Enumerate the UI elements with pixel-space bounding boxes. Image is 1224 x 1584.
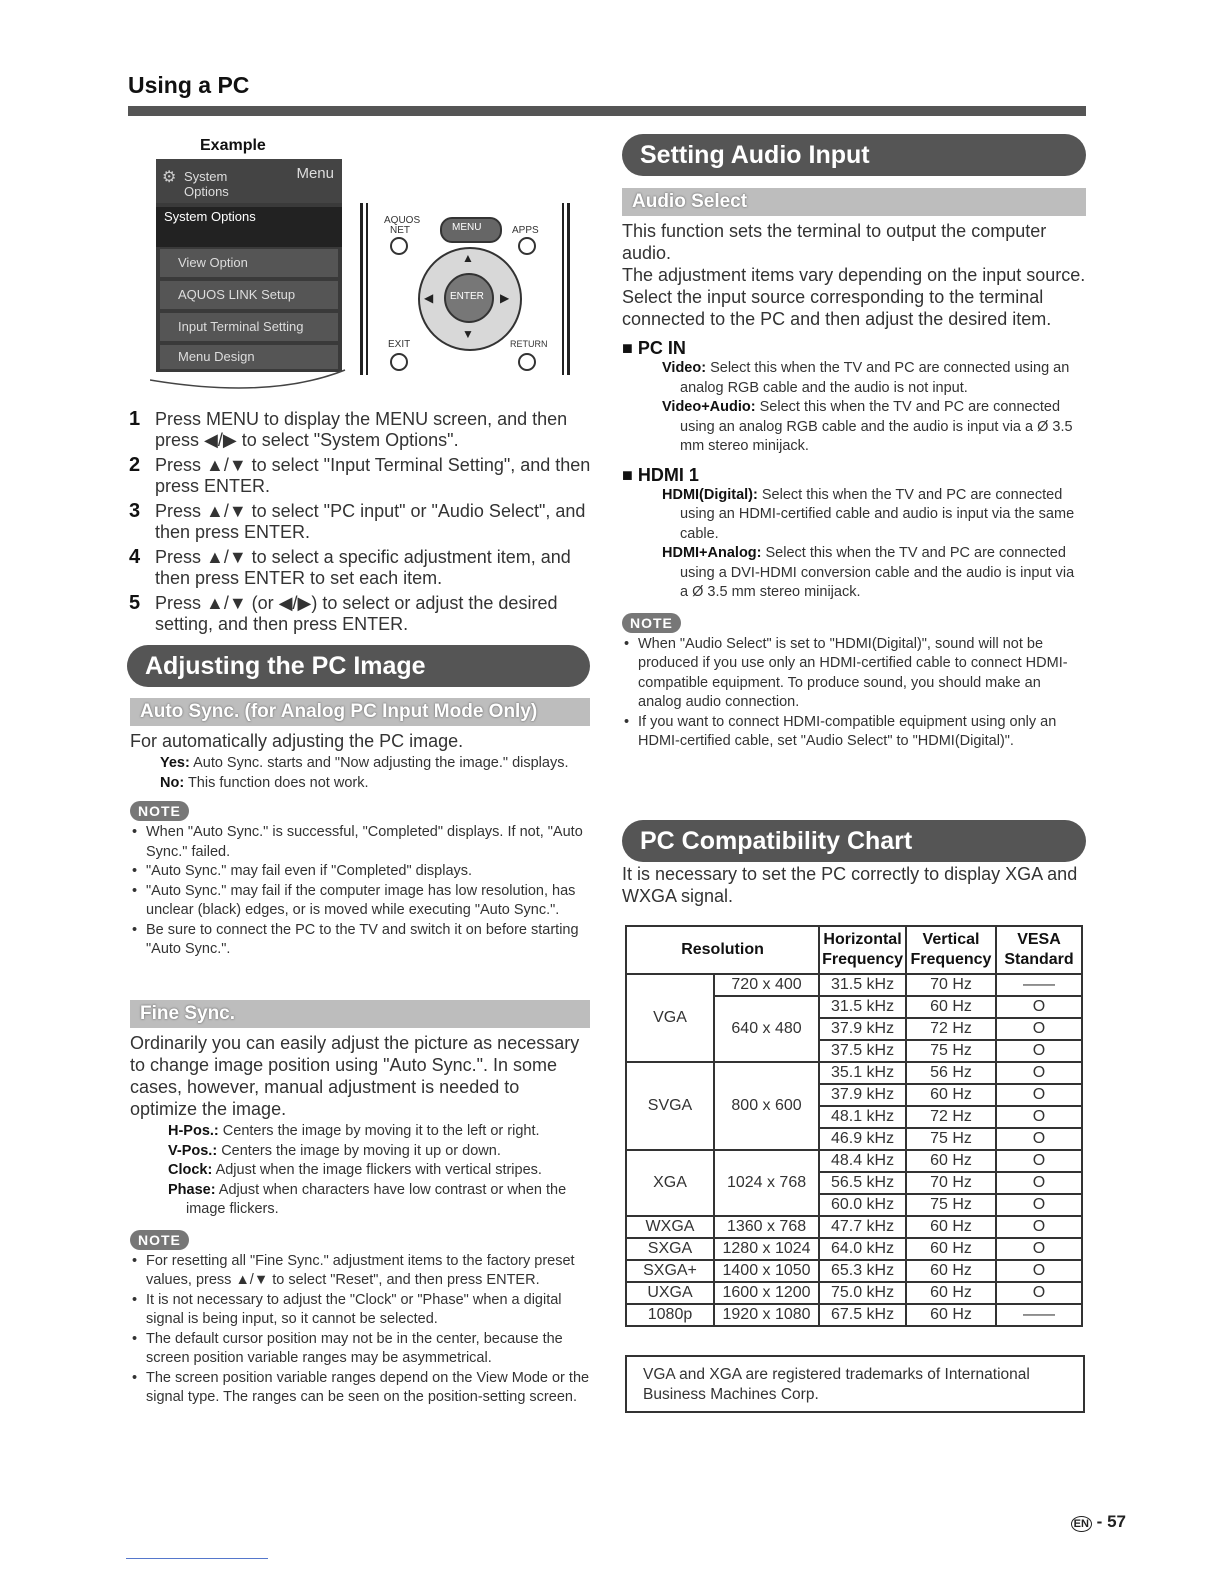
step-item: 5 Press ▲/▼ (or ◀/▶) to select or adjust the desired setting, and then press ENTER. bbox=[129, 592, 558, 634]
cell-hfreq: 46.9 kHz bbox=[819, 1128, 906, 1150]
cell-vesa: O bbox=[996, 1216, 1082, 1238]
table-row bbox=[626, 1216, 1082, 1238]
note-item: • "Auto Sync." may fail even if "Completed" displays. bbox=[130, 862, 590, 882]
note-item: • The default cursor position may not be in the center, because the screen position variable ranges may be asymmetrical. bbox=[130, 1330, 590, 1369]
remote-aquos-line1: AQUOS bbox=[384, 215, 421, 226]
remote-aquos-line2: NET bbox=[390, 225, 410, 236]
page-title: Using a PC bbox=[128, 72, 250, 98]
audio-notes bbox=[622, 635, 1086, 752]
cell-hfreq: 60.0 kHz bbox=[819, 1194, 906, 1216]
note-item: • Be sure to connect the PC to the TV and switch it on before starting "Auto Sync.". bbox=[130, 921, 590, 960]
finesync-section bbox=[130, 1032, 590, 1408]
cell-vesa: O bbox=[996, 1194, 1082, 1216]
cell-hfreq: 37.9 kHz bbox=[819, 1084, 906, 1106]
step-item: 4 Press ▲/▼ to select a specific adjustment item, and then press ENTER to set each item. bbox=[129, 546, 571, 588]
table-row bbox=[626, 1282, 1082, 1304]
note-item: • The screen position variable ranges depend on the View Mode or the signal type. The ranges can be seen on the position-setting screen. bbox=[130, 1369, 590, 1408]
enter-button-label: ENTER bbox=[450, 291, 484, 302]
cell-hfreq: 37.5 kHz bbox=[819, 1040, 906, 1062]
adjusting-heading: Adjusting the PC Image bbox=[127, 645, 590, 687]
exit-button[interactable] bbox=[390, 353, 408, 371]
finesync-item: Clock: Adjust when the image flickers with vertical stripes. bbox=[168, 1162, 542, 1178]
cell-vfreq: 60 Hz bbox=[906, 996, 996, 1018]
steps-list bbox=[129, 409, 591, 639]
note-item: • "Auto Sync." may fail if the computer image has low resolution, has unclear (black) edges, or is moved while executing "Auto Sync.". bbox=[130, 882, 590, 921]
cell-hfreq: 47.7 kHz bbox=[819, 1216, 906, 1238]
audio-intro1: This function sets the terminal to output the computer audio. bbox=[622, 221, 1047, 263]
cell-resolution: 1600 x 1200 bbox=[714, 1282, 819, 1304]
language-badge: EN bbox=[1071, 1516, 1092, 1532]
cell-name: SXGA+ bbox=[626, 1260, 714, 1282]
finesync-intro: Ordinarily you can easily adjust the picture as necessary to change image position using "Auto Sync.". In some cases, however, manual adjustment is needed to optimize the image. bbox=[130, 1033, 580, 1119]
finesync-heading: Fine Sync. bbox=[130, 1000, 590, 1028]
cell-vfreq: 60 Hz bbox=[906, 1150, 996, 1172]
cell-name: 1080p bbox=[626, 1304, 714, 1326]
apps-button[interactable] bbox=[518, 237, 536, 255]
note-badge: NOTE bbox=[130, 801, 189, 821]
cell-name: WXGA bbox=[626, 1216, 714, 1238]
menu-system-line1: System bbox=[184, 169, 228, 184]
cell-vesa: O bbox=[996, 1282, 1082, 1304]
cell-hfreq: 37.9 kHz bbox=[819, 1018, 906, 1040]
pcin-item: Video+Audio: Select this when the TV and PC are connected using an analog RGB cable and the audio is input via a Ø 3.5 mm stereo minijack. bbox=[662, 399, 1073, 454]
cell-vfreq: 60 Hz bbox=[906, 1260, 996, 1282]
menu-item-aquos-link[interactable]: AQUOS LINK Setup bbox=[160, 281, 338, 309]
cell-vesa: O bbox=[996, 1150, 1082, 1172]
cell-vesa: O bbox=[996, 1106, 1082, 1128]
audio-intro2: The adjustment items vary depending on the input source. Select the input source corresponding to the terminal connected to the PC and then adjust the desired item. bbox=[622, 265, 1086, 329]
cell-resolution: 1920 x 1080 bbox=[714, 1304, 819, 1326]
aquos-net-button[interactable] bbox=[390, 237, 408, 255]
cell-vfreq: 72 Hz bbox=[906, 1018, 996, 1040]
cell-vfreq: 56 Hz bbox=[906, 1062, 996, 1084]
down-arrow-icon: ▼ bbox=[462, 327, 474, 341]
cell-resolution: 1360 x 768 bbox=[714, 1216, 819, 1238]
page-number: EN - 57 bbox=[1071, 1512, 1126, 1532]
autosync-heading: Auto Sync. (for Analog PC Input Mode Only) bbox=[130, 698, 590, 726]
cell-hfreq: 56.5 kHz bbox=[819, 1172, 906, 1194]
square-bullet-icon: ■ bbox=[622, 464, 633, 485]
audio-heading: Setting Audio Input bbox=[622, 134, 1086, 176]
note-item: • If you want to connect HDMI-compatible equipment using only an HDMI-certified cable, set "Audio Select" to "HDMI(Digital)". bbox=[622, 713, 1086, 752]
header-resolution: Resolution bbox=[626, 926, 819, 974]
right-arrow-icon: ▶ bbox=[500, 291, 510, 305]
menu-item-system-options[interactable]: System Options bbox=[156, 207, 342, 247]
audio-section bbox=[622, 220, 1086, 752]
step-item: 1 Press MENU to display the MENU screen, and then press ◀/▶ to select "System Options". bbox=[129, 408, 568, 450]
cell-vfreq: 60 Hz bbox=[906, 1084, 996, 1106]
hdmi-item: HDMI(Digital): Select this when the TV and PC are connected using an HDMI-certified cable and audio is input via the same cable. bbox=[662, 486, 1075, 542]
cell-name: SXGA bbox=[626, 1238, 714, 1260]
up-arrow-icon: ▲ bbox=[462, 251, 474, 265]
table-row bbox=[626, 1238, 1082, 1260]
cell-name: VGA bbox=[626, 974, 714, 1062]
header-hfreq: Horizontal Frequency bbox=[819, 926, 906, 974]
cell-vfreq: 60 Hz bbox=[906, 1282, 996, 1304]
cell-vfreq: 60 Hz bbox=[906, 1216, 996, 1238]
cell-vfreq: 70 Hz bbox=[906, 974, 996, 996]
compatibility-table bbox=[625, 925, 1083, 1327]
cell-vfreq: 75 Hz bbox=[906, 1040, 996, 1062]
menu-header: Menu bbox=[296, 165, 334, 182]
cell-hfreq: 65.3 kHz bbox=[819, 1260, 906, 1282]
cell-vesa: O bbox=[996, 1172, 1082, 1194]
remote-return-label: RETURN bbox=[510, 339, 548, 349]
cell-vesa: O bbox=[996, 1238, 1082, 1260]
cell-resolution: 1280 x 1024 bbox=[714, 1238, 819, 1260]
cell-resolution: 800 x 600 bbox=[714, 1062, 819, 1150]
cell-hfreq: 35.1 kHz bbox=[819, 1062, 906, 1084]
return-button[interactable] bbox=[518, 353, 536, 371]
cell-vesa: O bbox=[996, 1018, 1082, 1040]
cell-resolution: 1400 x 1050 bbox=[714, 1260, 819, 1282]
cell-vfreq: 75 Hz bbox=[906, 1194, 996, 1216]
square-bullet-icon: ■ bbox=[622, 338, 633, 358]
cell-hfreq: 67.5 kHz bbox=[819, 1304, 906, 1326]
autosync-notes bbox=[130, 823, 590, 960]
step-item: 3 Press ▲/▼ to select "PC input" or "Audio Select", and then press ENTER. bbox=[129, 500, 586, 542]
pcin-heading: ■ PC IN bbox=[622, 338, 686, 358]
cell-hfreq: 75.0 kHz bbox=[819, 1282, 906, 1304]
autosync-no: No: This function does not work. bbox=[160, 774, 369, 791]
cell-hfreq: 31.5 kHz bbox=[819, 996, 906, 1018]
cell-vfreq: 60 Hz bbox=[906, 1238, 996, 1260]
table-header-row bbox=[626, 926, 1082, 974]
cell-vesa: O bbox=[996, 1040, 1082, 1062]
cell-name: UXGA bbox=[626, 1282, 714, 1304]
menu-swoosh bbox=[150, 360, 350, 400]
example-label: Example bbox=[200, 137, 266, 154]
title-rule bbox=[128, 106, 1086, 116]
note-badge: NOTE bbox=[130, 1230, 189, 1250]
trademark-box bbox=[625, 1355, 1085, 1413]
cell-vfreq: 60 Hz bbox=[906, 1304, 996, 1326]
cell-vesa: O bbox=[996, 1084, 1082, 1106]
note-badge: NOTE bbox=[622, 613, 681, 633]
cell-hfreq: 48.1 kHz bbox=[819, 1106, 906, 1128]
menu-item-view-option[interactable]: View Option bbox=[160, 249, 338, 277]
table-row bbox=[626, 1304, 1082, 1326]
cell-name: SVGA bbox=[626, 1062, 714, 1150]
cell-hfreq: 31.5 kHz bbox=[819, 974, 906, 996]
note-item: • It is not necessary to adjust the "Clock" or "Phase" when a digital signal is being input, so it cannot be selected. bbox=[130, 1291, 590, 1330]
menu-screenshot bbox=[156, 159, 342, 372]
chart-heading: PC Compatibility Chart bbox=[622, 820, 1086, 862]
cell-vfreq: 70 Hz bbox=[906, 1172, 996, 1194]
cell-hfreq: 64.0 kHz bbox=[819, 1238, 906, 1260]
audio-select-heading: Audio Select bbox=[622, 188, 1086, 216]
table-row bbox=[626, 974, 1082, 996]
pcin-item: Video: Select this when the TV and PC are connected using an analog RGB cable and the audio is not input. bbox=[662, 360, 1070, 396]
note-item: • When "Audio Select" is set to "HDMI(Digital)", sound will not be produced if you use only an HDMI-certified cable to connect HDMI-compatible equipment. To produce sound, you should make an analog audio connection. bbox=[622, 635, 1086, 713]
table-row bbox=[626, 1062, 1082, 1084]
autosync-section bbox=[130, 730, 590, 960]
cell-resolution: 1024 x 768 bbox=[714, 1150, 819, 1216]
finesync-notes bbox=[130, 1252, 590, 1408]
left-arrow-icon: ◀ bbox=[424, 291, 434, 305]
menu-item-menu-design[interactable]: Menu Design bbox=[160, 345, 338, 369]
cell-vfreq: 75 Hz bbox=[906, 1128, 996, 1150]
page-number-value: 57 bbox=[1107, 1512, 1126, 1531]
footer-rule bbox=[126, 1558, 268, 1559]
note-item: • When "Auto Sync." is successful, "Completed" displays. If not, "Auto Sync." failed. bbox=[130, 823, 590, 862]
cell-vesa: O bbox=[996, 1062, 1082, 1084]
cell-resolution: 720 x 400 bbox=[714, 974, 819, 996]
menu-system-line2: Options bbox=[184, 184, 229, 199]
cell-name: XGA bbox=[626, 1150, 714, 1216]
cell-vesa: —— bbox=[996, 974, 1082, 996]
hdmi-item: HDMI+Analog: Select this when the TV and PC are connected using a DVI-HDMI conversion cable and the audio is input via a Ø 3.5 mm stereo minijack. bbox=[662, 545, 1075, 600]
table-row bbox=[626, 1150, 1082, 1172]
cell-hfreq: 48.4 kHz bbox=[819, 1150, 906, 1172]
step-item: 2 Press ▲/▼ to select "Input Terminal Setting", and then press ENTER. bbox=[129, 454, 591, 496]
cell-resolution: 640 x 480 bbox=[714, 996, 819, 1062]
cell-vesa: O bbox=[996, 996, 1082, 1018]
hdmi-heading: ■ HDMI 1 bbox=[622, 464, 699, 485]
table-row bbox=[626, 1260, 1082, 1282]
menu-item-input-terminal[interactable]: Input Terminal Setting bbox=[160, 313, 338, 341]
trademark-text: VGA and XGA are registered trademarks of International Business Machines Corp. bbox=[643, 1366, 1030, 1403]
header-vfreq: Vertical Frequency bbox=[906, 926, 996, 974]
finesync-item: Phase: Adjust when characters have low contrast or when the image flickers. bbox=[168, 1181, 567, 1217]
chart-intro: It is necessary to set the PC correctly to display XGA and WXGA signal. bbox=[622, 864, 1078, 906]
finesync-item: V-Pos.: Centers the image by moving it up or down. bbox=[168, 1142, 501, 1159]
cell-vfreq: 72 Hz bbox=[906, 1106, 996, 1128]
finesync-item: H-Pos.: Centers the image by moving it to the left or right. bbox=[168, 1123, 540, 1139]
autosync-yes: Yes: Auto Sync. starts and "Now adjusting the image." displays. bbox=[160, 755, 569, 771]
note-item: • For resetting all "Fine Sync." adjustment items to the factory preset values, press ▲/▼ to select "Reset", and then press ENTER. bbox=[130, 1252, 590, 1291]
header-vesa: VESA Standard bbox=[996, 926, 1082, 974]
cell-vesa: O bbox=[996, 1128, 1082, 1150]
remote-exit-label: EXIT bbox=[388, 339, 411, 350]
cell-vesa: —— bbox=[996, 1304, 1082, 1326]
remote-apps-label: APPS bbox=[512, 225, 539, 236]
autosync-intro: For automatically adjusting the PC image. bbox=[130, 731, 464, 751]
remote-diagram bbox=[360, 203, 570, 378]
menu-button-label: MENU bbox=[452, 222, 482, 233]
cell-vesa: O bbox=[996, 1260, 1082, 1282]
gear-icon: ⚙ bbox=[162, 169, 177, 186]
